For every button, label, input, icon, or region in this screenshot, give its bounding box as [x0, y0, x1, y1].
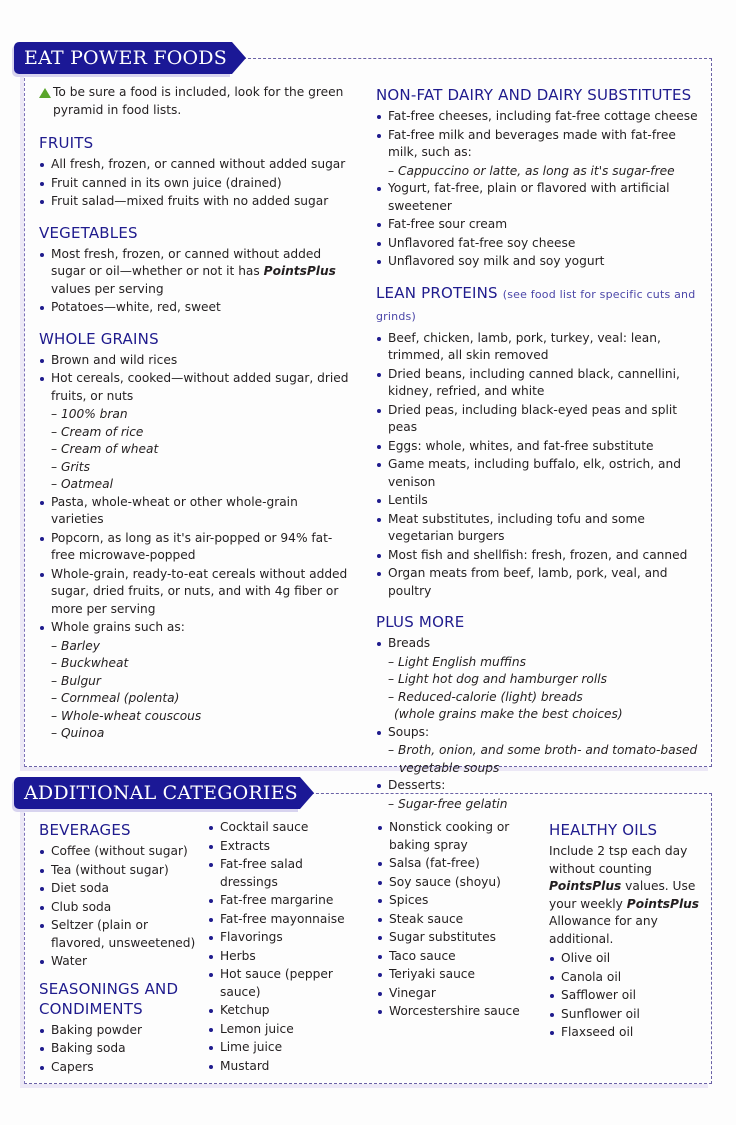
note-text: Allowance for any additional. [549, 914, 658, 946]
list-item [39, 246, 354, 299]
healthy-oils-heading: HEALTHY OILS [549, 821, 658, 839]
right-column [376, 85, 706, 825]
list-item: Dried beans, including canned black, cannellini, kidney, refried, and white [376, 366, 706, 401]
list-item: Fat-free sour cream [376, 216, 706, 234]
list-item: Unflavored fat-free soy cheese [376, 235, 706, 253]
plus-more-heading: PLUS MORE [376, 613, 465, 631]
whole-grains-list [39, 352, 354, 743]
intro-text: To be sure a food is included, look for the green pyramid in food lists. [53, 85, 344, 117]
dairy-heading: NON-FAT DAIRY AND DAIRY SUBSTITUTES [376, 86, 692, 104]
seasonings-column-3 [377, 819, 537, 1033]
vegetables-list [39, 246, 354, 317]
sub-item: – Reduced-calorie (light) breads [376, 689, 706, 707]
list-item: Most fish and shellfish: fresh, frozen, and canned [376, 547, 706, 565]
list-item: Unflavored soy milk and soy yogurt [376, 253, 706, 271]
divider [238, 58, 712, 59]
sub-item: – Cream of rice [39, 424, 354, 442]
brand-text: PointsPlus [263, 264, 336, 278]
list-item: Lime juice [208, 1039, 358, 1057]
list-item: Capers [39, 1059, 199, 1077]
list-item: Canola oil [549, 969, 709, 987]
list-item: All fresh, frozen, or canned without added sugar [39, 156, 354, 174]
intro-note [39, 84, 354, 119]
list-item: Steak sauce [377, 911, 537, 929]
plus-more-list [376, 635, 706, 813]
list-item: Breads [376, 635, 706, 653]
sub-item: – Bulgur [39, 673, 354, 691]
beverages-column [39, 820, 199, 1088]
sub-item: – Cappuccino or latte, as long as it's sugar-free [376, 163, 706, 181]
sub-item: – Quinoa [39, 725, 354, 743]
list-item: Seltzer (plain or flavored, unsweetened) [39, 917, 199, 952]
list-item: Whole grains such as: [39, 619, 354, 637]
note-text: values. Use your weekly [549, 879, 696, 911]
list-item: Fruit salad—mixed fruits with no added sugar [39, 193, 354, 211]
list-item: Olive oil [549, 950, 709, 968]
list-item: Nonstick cooking or baking spray [377, 819, 537, 854]
list-item: Popcorn, as long as it's air-popped or 94% fat-free microwave-popped [39, 530, 354, 565]
list-item: Sunflower oil [549, 1006, 709, 1024]
list-item: Flavorings [208, 929, 358, 947]
list-item: Mustard [208, 1058, 358, 1076]
sub-item: – Whole-wheat couscous [39, 708, 354, 726]
oils-column [549, 820, 709, 1054]
list-item: Cocktail sauce [208, 819, 358, 837]
list-item: Desserts: [376, 777, 706, 795]
list-item: Meat substitutes, including tofu and some vegetarian burgers [376, 511, 706, 546]
sub-item: – Oatmeal [39, 476, 354, 494]
brand-text: PointsPlus [626, 896, 700, 911]
divider [306, 793, 712, 794]
power-foods-banner: EAT POWER FOODS [14, 42, 232, 74]
list-item: Salsa (fat-free) [377, 855, 537, 873]
fruits-heading: FRUITS [39, 134, 94, 152]
item-text: Most fresh, frozen, or canned without added sugar or oil—whether or not it has [51, 246, 322, 278]
seasonings-list [208, 819, 358, 1075]
sub-item: – Light English muffins [376, 654, 706, 672]
list-item: Safflower oil [549, 987, 709, 1005]
list-item: Sugar substitutes [377, 929, 537, 947]
list-item: Potatoes—white, red, sweet [39, 299, 354, 317]
sub-item: – Broth, onion, and some broth- and tomato-based vegetable soups [376, 742, 706, 777]
list-item: Organ meats from beef, lamb, pork, veal, and poultry [376, 565, 706, 600]
whole-grains-heading: WHOLE GRAINS [39, 329, 159, 348]
list-item: Beef, chicken, lamb, pork, turkey, veal: lean, trimmed, all skin removed [376, 330, 706, 365]
proteins-heading [376, 283, 706, 327]
list-item: Extracts [208, 838, 358, 856]
list-item: Hot sauce (pepper sauce) [208, 966, 358, 1001]
list-item: Taco sauce [377, 948, 537, 966]
brand-text: PointsPlus [549, 879, 622, 893]
list-item: Hot cereals, cooked—without added sugar, dried fruits, or nuts [39, 370, 354, 405]
fruits-list [39, 156, 354, 211]
sub-item: – 100% bran [39, 406, 354, 424]
seasonings-list [39, 1022, 199, 1077]
list-item: Brown and wild rices [39, 352, 354, 370]
seasonings-heading: SEASONINGS AND CONDIMENTS [39, 979, 179, 1018]
additional-categories-banner: ADDITIONAL CATEGORIES [14, 777, 300, 809]
list-item: Fat-free margarine [208, 892, 358, 910]
list-item: Yogurt, fat-free, plain or flavored with artificial sweetener [376, 180, 706, 215]
list-item: Tea (without sugar) [39, 862, 199, 880]
list-item: Game meats, including buffalo, elk, ostrich, and venison [376, 456, 706, 491]
list-item: Soy sauce (shoyu) [377, 874, 537, 892]
note-text: Include 2 tsp each day without counting [549, 844, 688, 876]
oils-list [549, 950, 709, 1042]
list-item: Fat-free mayonnaise [208, 911, 358, 929]
item-text: values per serving [51, 281, 164, 296]
vegetables-heading: VEGETABLES [39, 223, 138, 242]
sub-item: – Buckwheat [39, 655, 354, 673]
sub-item: (whole grains make the best choices) [394, 707, 623, 721]
heading-note: (see food list for specific cuts and grinds) [376, 287, 696, 323]
beverages-list [39, 843, 199, 971]
seasonings-column-2 [208, 819, 358, 1087]
list-item: Fat-free cheeses, including fat-free cottage cheese [376, 108, 706, 126]
list-item: Baking powder [39, 1022, 199, 1040]
list-item: Dried peas, including black-eyed peas and split peas [376, 402, 706, 437]
sub-item: – Sugar-free gelatin [376, 796, 706, 814]
seasonings-list [377, 819, 537, 1021]
list-item: Diet soda [39, 880, 199, 898]
sub-item: – Light hot dog and hamburger rolls [376, 671, 706, 689]
list-item: Herbs [208, 948, 358, 966]
list-item: Teriyaki sauce [377, 966, 537, 984]
list-item: Fruit canned in its own juice (drained) [39, 175, 354, 193]
beverages-heading: BEVERAGES [39, 821, 131, 839]
sub-item: – Grits [39, 459, 354, 477]
list-item: Fat-free milk and beverages made with fat-free milk, such as: [376, 127, 706, 162]
green-pyramid-icon [39, 88, 51, 98]
list-item: Pasta, whole-wheat or other whole-grain varieties [39, 494, 354, 529]
heading-text: LEAN PROTEINS [376, 283, 498, 302]
list-item: Worcestershire sauce [377, 1003, 537, 1021]
list-item: Flaxseed oil [549, 1024, 709, 1042]
list-item: Water [39, 953, 199, 971]
sub-item: – Barley [39, 638, 354, 656]
list-item: Baking soda [39, 1040, 199, 1058]
left-column [39, 84, 354, 755]
list-item: Spices [377, 892, 537, 910]
sub-item: – Cream of wheat [39, 441, 354, 459]
list-item: Soups: [376, 724, 706, 742]
dairy-list [376, 108, 706, 271]
sub-item: – Cornmeal (polenta) [39, 690, 354, 708]
list-item: Vinegar [377, 985, 537, 1003]
proteins-list [376, 330, 706, 601]
oils-note [549, 843, 709, 948]
list-item: Coffee (without sugar) [39, 843, 199, 861]
list-item: Eggs: whole, whites, and fat-free substitute [376, 438, 706, 456]
list-item: Lemon juice [208, 1021, 358, 1039]
list-item: Ketchup [208, 1002, 358, 1020]
list-item: Club soda [39, 899, 199, 917]
list-item: Whole-grain, ready-to-eat cereals without added sugar, dried fruits, or nuts, and with 4g fiber or more per serving [39, 566, 354, 619]
list-item: Lentils [376, 492, 706, 510]
list-item: Fat-free salad dressings [208, 856, 358, 891]
